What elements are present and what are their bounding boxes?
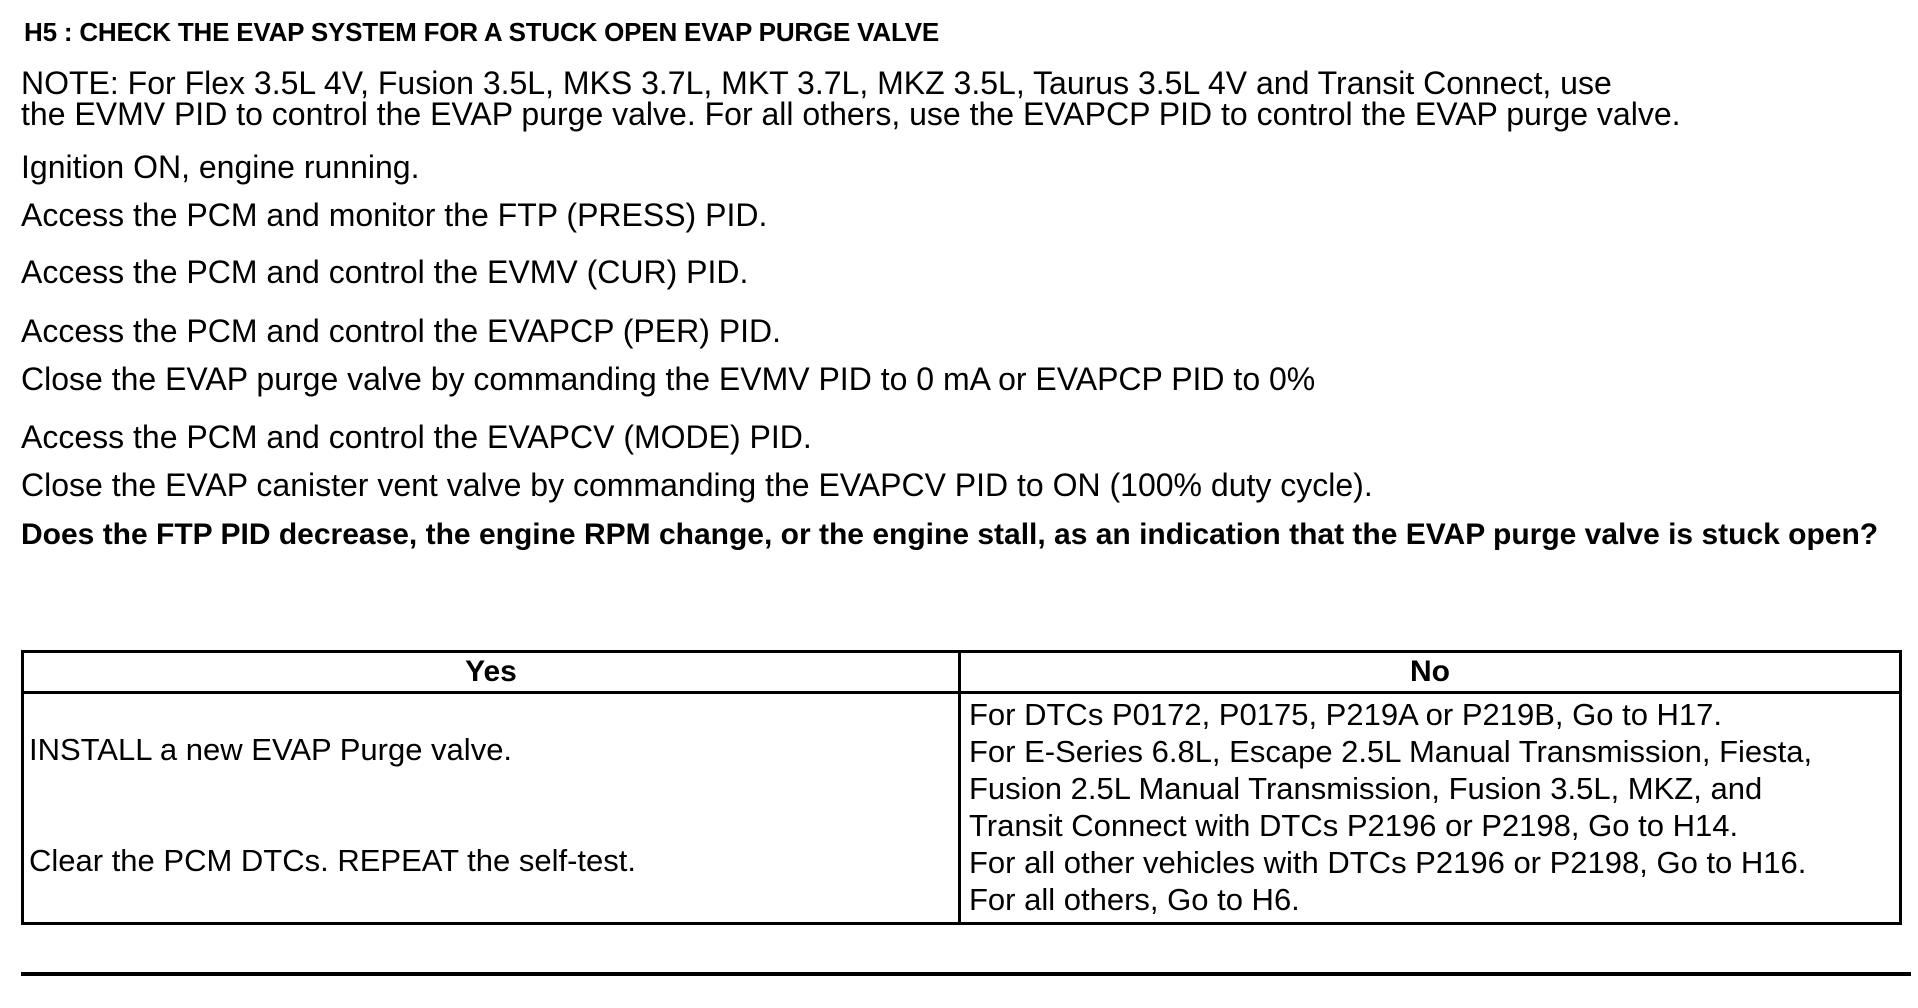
step-close-vent-valve: Close the EVAP canister vent valve by commanding the EVAPCV PID to ON (100% duty cycle). — [21, 467, 1373, 503]
result-table — [21, 650, 1902, 925]
bottom-divider — [21, 972, 1911, 976]
step-control-evmv: Access the PCM and control the EVMV (CUR) PID. — [21, 254, 749, 290]
table-header-row — [23, 652, 1901, 693]
step-control-evapcp: Access the PCM and control the EVAPCP (PER) PID. — [21, 313, 781, 349]
no-line-1: For DTCs P0172, P0175, P219A or P219B, Go to H17. — [969, 697, 1723, 732]
step-monitor-ftp: Access the PCM and monitor the FTP (PRESS) PID. — [21, 197, 768, 233]
no-line-4: Transit Connect with DTCs P2196 or P2198, Go to H14. — [969, 808, 1739, 843]
yes-cell — [23, 693, 960, 924]
no-line-5: For all other vehicles with DTCs P2196 or P2198, Go to H16. — [969, 845, 1807, 880]
procedure-heading: H5 : CHECK THE EVAP SYSTEM FOR A STUCK OPEN EVAP PURGE VALVE — [24, 17, 939, 47]
yes-header: Yes — [23, 652, 960, 693]
no-header: No — [960, 652, 1901, 693]
step-close-purge-valve: Close the EVAP purge valve by commanding the EVMV PID to 0 mA or EVAPCP PID to 0% — [21, 361, 1316, 397]
no-line-3: Fusion 2.5L Manual Transmission, Fusion 3.5L, MKZ, and — [969, 771, 1763, 806]
yes-action-install: INSTALL a new EVAP Purge valve. — [29, 732, 513, 767]
note-line-1: NOTE: For Flex 3.5L 4V, Fusion 3.5L, MKS 3.7L, MKT 3.7L, MKZ 3.5L, Taurus 3.5L 4V and Transit Connect, use — [21, 65, 1612, 101]
note-line-2: the EVMV PID to control the EVAP purge valve. For all others, use the EVAPCP PID to control the EVAP purge valve. — [21, 96, 1681, 132]
step-ignition: Ignition ON, engine running. — [21, 149, 420, 185]
no-line-2: For E-Series 6.8L, Escape 2.5L Manual Transmission, Fiesta, — [969, 734, 1813, 769]
no-cell — [960, 693, 1901, 924]
no-line-6: For all others, Go to H6. — [969, 882, 1300, 917]
table-row — [23, 693, 1901, 924]
yes-action-clear-dtcs: Clear the PCM DTCs. REPEAT the self-test. — [29, 843, 636, 878]
decision-question: Does the FTP PID decrease, the engine RPM change, or the engine stall, as an indication that the EVAP purge valve is stuck open? — [21, 518, 1879, 551]
step-control-evapcv: Access the PCM and control the EVAPCV (MODE) PID. — [21, 419, 812, 455]
